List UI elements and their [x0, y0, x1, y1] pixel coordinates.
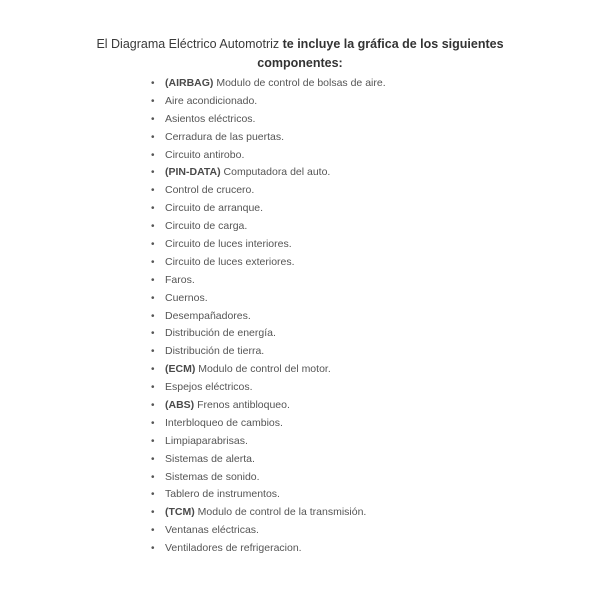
list-item-label: Circuito de arranque. — [165, 202, 264, 215]
bullet-icon: • — [151, 400, 155, 412]
list-item — [150, 218, 386, 236]
list-item-label: Modulo de control de la transmisión. — [197, 506, 367, 519]
bullet-icon: • — [151, 292, 155, 304]
list-item — [150, 308, 386, 326]
list-item — [150, 343, 386, 361]
list-item — [150, 325, 386, 343]
list-item — [150, 182, 386, 200]
list-item-label: Interbloqueo de cambios. — [165, 416, 283, 429]
bullet-icon: • — [151, 149, 155, 161]
component-list — [150, 75, 386, 558]
list-item-code: (TCM) — [165, 506, 195, 519]
bullet-icon: • — [151, 417, 155, 429]
bullet-icon: • — [151, 328, 155, 340]
list-item-code: (PIN-DATA) — [165, 166, 221, 179]
heading-normal-text: El Diagrama Eléctrico Automotriz — [96, 37, 283, 51]
bullet-icon: • — [151, 453, 155, 465]
bullet-icon: • — [151, 543, 155, 555]
list-item-label: Cerradura de las puertas. — [165, 130, 285, 143]
list-item — [150, 254, 386, 272]
bullet-icon: • — [151, 167, 155, 179]
list-item — [150, 164, 386, 182]
list-item — [150, 433, 386, 451]
list-item-label: Sistemas de alerta. — [165, 452, 255, 465]
list-item — [150, 75, 386, 93]
bullet-icon: • — [151, 435, 155, 447]
bullet-icon: • — [151, 471, 155, 483]
heading-bold-text: te incluye la gráfica de los siguientes componentes: — [257, 37, 504, 70]
list-item-label: Control de crucero. — [165, 184, 255, 197]
list-item — [150, 469, 386, 487]
list-item — [150, 415, 386, 433]
list-item — [150, 486, 386, 504]
list-item-label: Tablero de instrumentos. — [165, 488, 280, 501]
list-item-label: Cuernos. — [165, 291, 208, 304]
list-item — [150, 111, 386, 129]
bullet-icon: • — [151, 382, 155, 394]
list-item-code: (ABS) — [165, 399, 195, 412]
list-item-label: Ventanas eléctricas. — [165, 524, 259, 537]
list-item-label: Limpiaparabrisas. — [165, 434, 248, 447]
bullet-icon: • — [151, 239, 155, 251]
bullet-icon: • — [151, 489, 155, 501]
bullet-icon: • — [151, 95, 155, 107]
list-item-label: Circuito de luces exteriores. — [165, 255, 295, 268]
list-item — [150, 147, 386, 165]
list-item — [150, 540, 386, 558]
list-item-label: Distribución de tierra. — [165, 345, 265, 358]
bullet-icon: • — [151, 221, 155, 233]
bullet-icon: • — [151, 507, 155, 519]
list-item-label: Asientos eléctricos. — [165, 112, 256, 125]
bullet-icon: • — [151, 310, 155, 322]
list-item-label: Aire acondicionado. — [165, 94, 258, 107]
list-item — [150, 272, 386, 290]
list-item — [150, 361, 386, 379]
bullet-icon: • — [151, 113, 155, 125]
bullet-icon: • — [151, 203, 155, 215]
list-item-label: Computadora del auto. — [223, 166, 331, 179]
list-item — [150, 451, 386, 469]
list-item — [150, 93, 386, 111]
list-item — [150, 504, 386, 522]
list-item-label: Circuito de carga. — [165, 220, 248, 233]
list-item — [150, 129, 386, 147]
list-item — [150, 522, 386, 540]
list-item — [150, 236, 386, 254]
list-item-label: Distribución de energía. — [165, 327, 276, 340]
list-item-label: Desempañadores. — [165, 309, 251, 322]
list-item-label: Modulo de control del motor. — [198, 363, 331, 376]
bullet-icon: • — [151, 274, 155, 286]
bullet-icon: • — [151, 364, 155, 376]
bullet-icon: • — [151, 131, 155, 143]
list-item-label: Modulo de control de bolsas de aire. — [216, 77, 386, 89]
list-item-label: Circuito de luces interiores. — [165, 238, 292, 251]
bullet-icon: • — [151, 346, 155, 358]
list-item-label: Circuito antirobo. — [165, 148, 245, 161]
list-item — [150, 200, 386, 218]
bullet-icon: • — [151, 256, 155, 268]
page-heading — [70, 35, 530, 73]
list-item-label: Faros. — [165, 273, 195, 286]
list-item-code: (AIRBAG) — [165, 77, 214, 89]
bullet-icon: • — [151, 185, 155, 197]
list-item — [150, 290, 386, 308]
list-item-label: Ventiladores de refrigeracion. — [165, 542, 302, 555]
list-item — [150, 397, 386, 415]
bullet-icon: • — [151, 525, 155, 537]
list-item-label: Espejos eléctricos. — [165, 381, 253, 394]
list-item-code: (ECM) — [165, 363, 196, 376]
list-item-label: Sistemas de sonido. — [165, 470, 260, 483]
list-item-label: Frenos antibloqueo. — [197, 399, 290, 412]
list-item — [150, 379, 386, 397]
bullet-icon: • — [151, 78, 155, 89]
